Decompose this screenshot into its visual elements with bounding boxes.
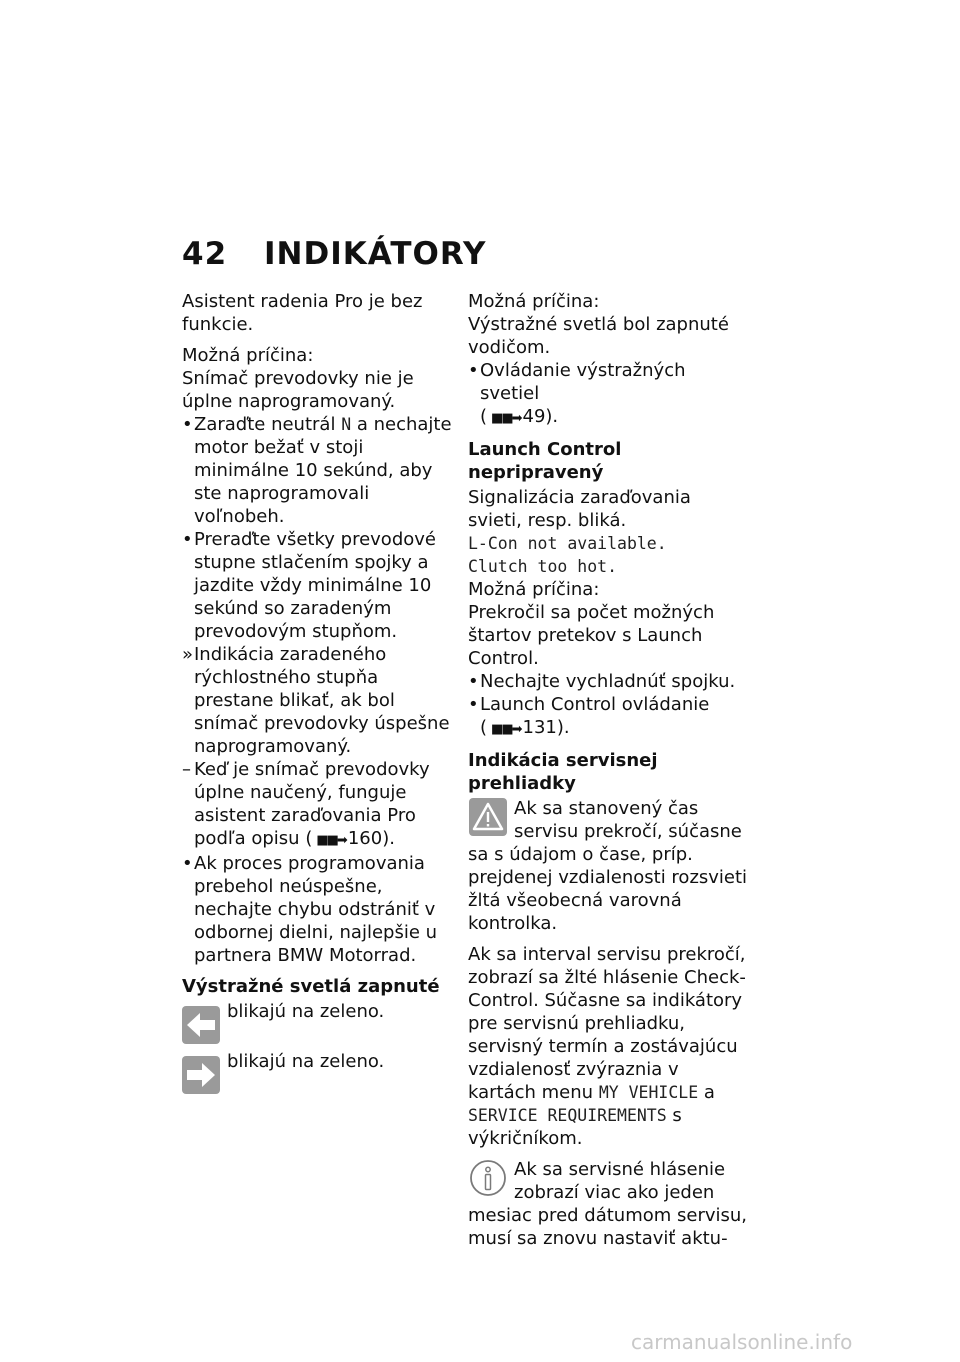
- cause-label: Možná príčina:: [182, 345, 314, 366]
- cause-text: Prekročil sa počet možných štartov pretekov s Launch Control.: [468, 602, 715, 669]
- page-title: INDIKÁTORY: [264, 236, 487, 272]
- cause-text: Snímač prevodovky nie je úplne naprogramovaný.: [182, 368, 414, 412]
- page-number: 42: [182, 236, 228, 272]
- watermark: carmanualsonline.info: [631, 1330, 853, 1354]
- turn-left-row: [182, 1000, 452, 1046]
- turn-signal-right-icon: [182, 1056, 220, 1094]
- page-reference-arrow-icon: ■■➡: [491, 722, 521, 737]
- list-item: • Zaraďte neutrál N a nechajte motor bežať v stoji minimálne 10 sekúnd, aby ste naprogramovali voľnobeh.: [182, 414, 452, 527]
- bullet-icon: •: [468, 360, 479, 381]
- launch-control-text: Signalizácia zaraďovania svieti, resp. bliká.: [468, 487, 691, 531]
- intro-text: Asistent radenia Pro je bez funkcie.: [182, 291, 423, 335]
- turn-right-text: blikajú na zeleno.: [227, 1051, 385, 1072]
- list-item: • Launch Control ovládanie ( ■■➡ 131).: [468, 693, 748, 741]
- list-item: • Ak proces programovania prebehol neúspešne, nechajte chybu odstrániť v odbornej dielni, najlepšie u partnera BMW Motorrad.: [182, 853, 438, 966]
- service-heading: Indikácia servisnej prehliadky: [468, 750, 658, 794]
- result-icon: »: [182, 644, 194, 665]
- turn-signal-left-icon: [182, 1006, 220, 1044]
- launch-control-heading: Launch Control nepripravený: [468, 439, 622, 483]
- cause-label: Možná príčina:: [468, 291, 600, 312]
- page-reference[interactable]: ( ■■➡ 160).: [305, 828, 395, 849]
- dash-icon: –: [182, 759, 191, 780]
- gear-indicator: N: [341, 415, 352, 434]
- service-info-text: Ak sa servisné hlásenie zobrazí viac ako jeden mesiac pred dátumom servisu, musí sa znovu nastaviť aktu-: [468, 1159, 748, 1249]
- turn-right-row: [182, 1050, 452, 1096]
- display-message: Clutch too hot.: [468, 557, 618, 576]
- cause-label: Možná príčina:: [468, 579, 600, 600]
- turn-left-text: blikajú na zeleno.: [227, 1001, 385, 1022]
- list-item: • Preraďte všetky prevodové stupne stlačením spojky a jazdite vždy minimálne 10 sekúnd so zaradeným prevodovým stupňom.: [182, 529, 436, 642]
- page-reference[interactable]: ( ■■➡ 49).: [480, 406, 558, 427]
- bullet-icon: •: [468, 694, 479, 715]
- menu-name: MY VEHICLE: [598, 1083, 699, 1102]
- page-reference-arrow-icon: ■■➡: [316, 833, 346, 848]
- cause-text: Výstražné svetlá bol zapnuté vodičom.: [468, 314, 729, 358]
- service-text: Ak sa stanovený čas servisu prekročí, súčasne sa s údajom o čase, príp. prejdenej vzdialenosti rozsvieti žltá všeobecná varovná kontrolka.: [468, 798, 748, 934]
- warning-triangle-icon: [468, 797, 508, 837]
- list-item: • Ovládanie výstražných svetiel ( ■■➡ 49).: [468, 359, 748, 430]
- right-column: [468, 290, 748, 1258]
- bullet-icon: •: [468, 671, 479, 692]
- bullet-icon: •: [182, 853, 193, 874]
- result-item: » Indikácia zaradeného rýchlostného stupňa prestane blikať, ak bol snímač prevodovky úspešne naprogramovaný.: [182, 644, 450, 757]
- list-item: • Nechajte vychladnúť spojku.: [468, 671, 736, 692]
- bullet-icon: •: [182, 414, 193, 435]
- dash-item: – Keď je snímač prevodovky úplne naučený, funguje asistent zaraďovania Pro podľa opisu ( ■■➡ 160).: [182, 758, 452, 852]
- display-message: L-Con not available.: [468, 534, 667, 553]
- page-reference-arrow-icon: ■■➡: [491, 411, 521, 426]
- page-heading: [182, 236, 486, 272]
- info-icon: [468, 1158, 508, 1198]
- bullet-icon: •: [182, 529, 193, 550]
- service-text: Ak sa interval servisu prekročí, zobrazí sa žlté hlásenie Check-Control. Súčasne sa indikátory pre servisnú prehliadku, servisný termín a zostávajúcu vzdialenosť zvýraznia v kartách menu MY VEHICLE a SERVICE REQUIREMENTS s výkričníkom.: [468, 944, 746, 1149]
- page-reference[interactable]: ( ■■➡ 131).: [480, 717, 570, 738]
- warning-lights-heading: Výstražné svetlá zapnuté: [182, 976, 440, 997]
- left-column: [182, 290, 452, 1096]
- menu-name: SERVICE REQUIREMENTS: [468, 1106, 667, 1125]
